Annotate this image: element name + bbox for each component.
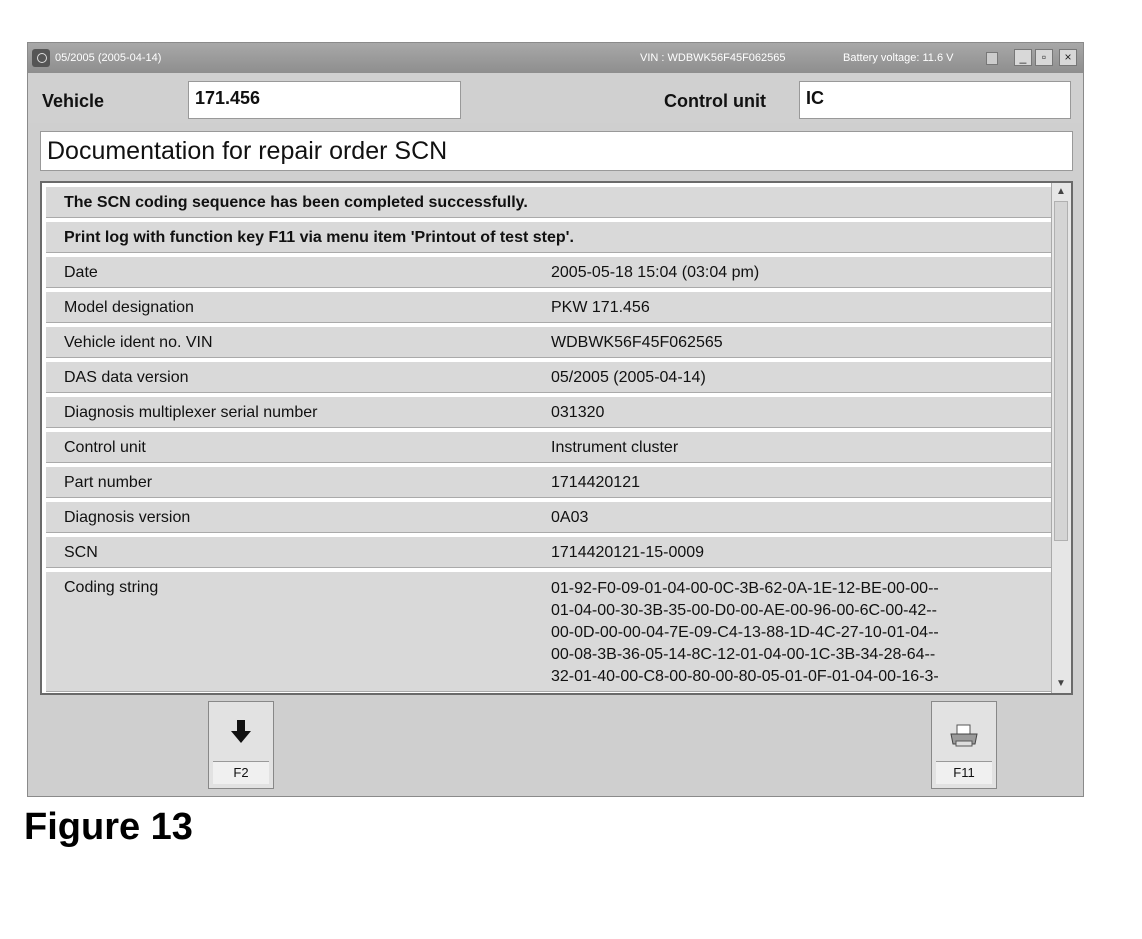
table-rows — [46, 187, 1051, 695]
row-value: Instrument cluster — [551, 439, 679, 456]
table-row — [46, 432, 1051, 463]
battery-voltage: Battery voltage: 11.6 V — [843, 52, 954, 64]
vertical-scrollbar[interactable] — [1051, 183, 1071, 693]
row-value: 05/2005 (2005-04-14) — [551, 369, 706, 386]
vehicle-field[interactable]: 171.456 — [188, 81, 461, 119]
scroll-up-arrow-icon[interactable]: ▲ — [1056, 186, 1066, 197]
row-value: 1714420121 — [551, 474, 640, 491]
f2-key-label: F2 — [213, 761, 269, 784]
instruction-message: Print log with function key F11 via menu item 'Printout of test step'. — [64, 229, 574, 246]
coding-line: 00-08-3B-36-05-14-8C-12-01-04-00-1C-3B-34-28-64-- — [551, 646, 936, 663]
f11-print-button[interactable] — [931, 701, 997, 789]
row-value: 0A03 — [551, 509, 589, 526]
row-value: 031320 — [551, 404, 605, 421]
status-message: The SCN coding sequence has been completed successfully. — [64, 194, 528, 211]
f11-key-label: F11 — [936, 761, 992, 784]
scroll-thumb[interactable] — [1054, 201, 1068, 541]
row-label: Model designation — [64, 299, 194, 316]
coding-string-row — [46, 572, 1051, 692]
instruction-message-row — [46, 222, 1051, 253]
table-row — [46, 502, 1051, 533]
printer-icon — [949, 724, 979, 746]
figure-caption: Figure 13 — [24, 806, 193, 848]
table-row — [46, 467, 1051, 498]
table-row — [46, 362, 1051, 393]
row-value: PKW 171.456 — [551, 299, 650, 316]
application-window — [27, 42, 1084, 797]
window-title: 05/2005 (2005-04-14) — [55, 52, 162, 64]
row-label: SCN — [64, 544, 98, 561]
close-button[interactable]: × — [1059, 49, 1077, 66]
documentation-table[interactable] — [40, 181, 1073, 695]
vehicle-label: Vehicle — [42, 91, 105, 111]
coding-line: 00-0D-00-00-04-7E-09-C4-13-88-1D-4C-27-10-01-04-- — [551, 624, 939, 641]
coding-string-value — [551, 578, 939, 688]
control-unit-field[interactable]: IC — [799, 81, 1071, 119]
battery-icon — [986, 52, 998, 65]
table-row — [46, 257, 1051, 288]
row-value: WDBWK56F45F062565 — [551, 334, 723, 351]
row-value: 2005-05-18 15:04 (03:04 pm) — [551, 264, 760, 281]
table-row — [46, 397, 1051, 428]
page-title: Documentation for repair order SCN — [40, 131, 1073, 171]
coding-line: 01-04-00-30-3B-35-00-D0-00-AE-00-96-00-6C-00-42-- — [551, 602, 937, 619]
row-label: Diagnosis version — [64, 509, 191, 526]
control-unit-label: Control unit — [664, 91, 766, 111]
coding-line: 32-01-40-00-C8-00-80-00-80-05-01-0F-01-04-00-16-3- — [551, 668, 939, 685]
title-bar — [28, 43, 1083, 73]
row-label: Vehicle ident no. VIN — [64, 334, 213, 351]
row-label: DAS data version — [64, 369, 189, 386]
row-label: Coding string — [64, 579, 159, 596]
minimize-button[interactable]: _ — [1014, 49, 1032, 66]
app-icon[interactable] — [32, 49, 50, 67]
row-label: Part number — [64, 474, 153, 491]
row-label: Diagnosis multiplexer serial number — [64, 404, 318, 421]
header-row — [28, 73, 1083, 123]
table-row — [46, 327, 1051, 358]
down-arrow-icon — [209, 720, 273, 751]
restore-button[interactable]: ▫ — [1035, 49, 1053, 66]
row-label: Date — [64, 264, 98, 281]
table-row — [46, 537, 1051, 568]
table-row — [46, 292, 1051, 323]
status-message-row — [46, 187, 1051, 218]
f2-button[interactable] — [208, 701, 274, 789]
coding-line: 01-92-F0-09-01-04-00-0C-3B-62-0A-1E-12-BE-00-00-- — [551, 580, 939, 597]
vin-readout: VIN : WDBWK56F45F062565 — [640, 52, 786, 64]
scroll-down-arrow-icon[interactable]: ▼ — [1056, 678, 1066, 689]
row-label: Control unit — [64, 439, 146, 456]
row-value: 1714420121-15-0009 — [551, 544, 705, 561]
